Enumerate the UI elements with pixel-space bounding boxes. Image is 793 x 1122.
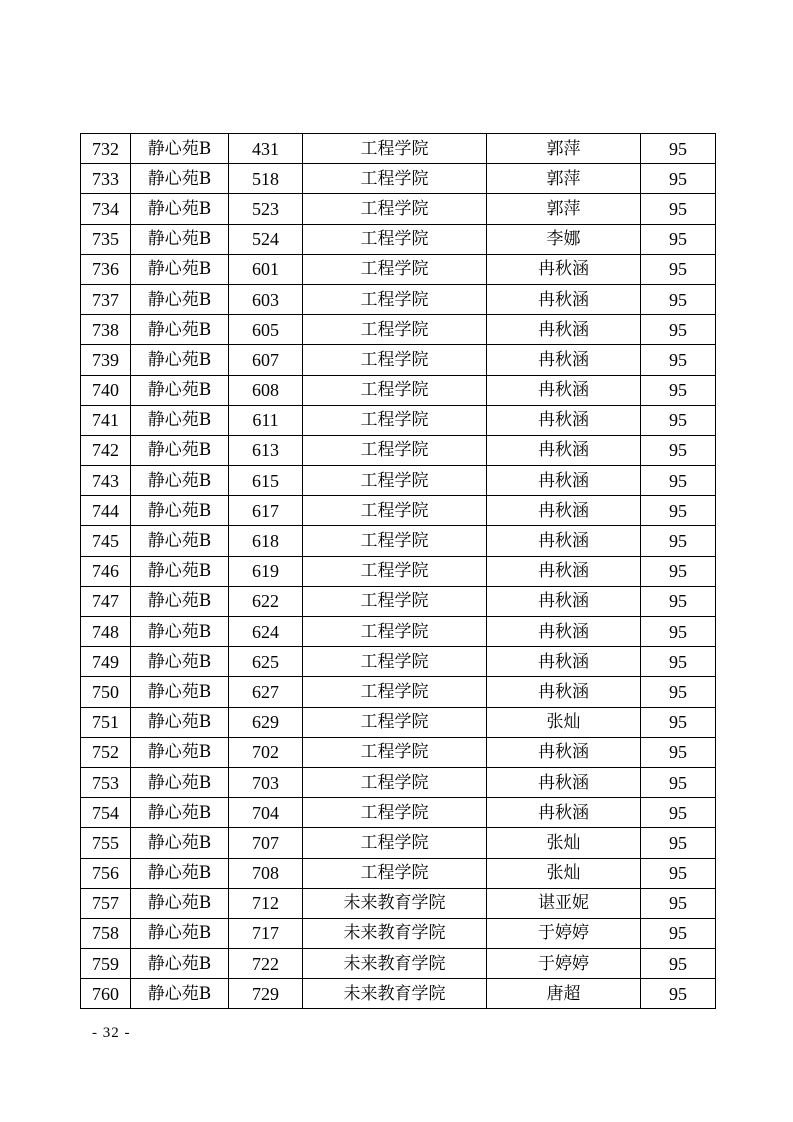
score-cell: 95 — [641, 164, 716, 194]
row-number-cell: 744 — [81, 496, 131, 526]
room-number-cell: 518 — [229, 164, 303, 194]
building-cell: 静心苑B — [131, 284, 229, 314]
building-cell: 静心苑B — [131, 254, 229, 284]
responsible-person-cell: 冉秋涵 — [487, 798, 641, 828]
table-row — [81, 496, 716, 526]
college-cell: 工程学院 — [303, 707, 487, 737]
college-cell: 工程学院 — [303, 345, 487, 375]
room-number-cell: 712 — [229, 888, 303, 918]
table-row — [81, 254, 716, 284]
dorm-inspection-table — [80, 133, 716, 1009]
room-number-cell: 722 — [229, 949, 303, 979]
responsible-person-cell: 郭萍 — [487, 134, 641, 164]
room-number-cell: 603 — [229, 284, 303, 314]
score-cell: 95 — [641, 224, 716, 254]
score-cell: 95 — [641, 767, 716, 797]
row-number-cell: 754 — [81, 798, 131, 828]
row-number-cell: 732 — [81, 134, 131, 164]
college-cell: 工程学院 — [303, 375, 487, 405]
responsible-person-cell: 冉秋涵 — [487, 647, 641, 677]
table-row — [81, 586, 716, 616]
score-cell: 95 — [641, 737, 716, 767]
building-cell: 静心苑B — [131, 435, 229, 465]
building-cell: 静心苑B — [131, 798, 229, 828]
score-cell: 95 — [641, 828, 716, 858]
building-cell: 静心苑B — [131, 134, 229, 164]
score-cell: 95 — [641, 677, 716, 707]
row-number-cell: 738 — [81, 315, 131, 345]
table-row — [81, 647, 716, 677]
room-number-cell: 431 — [229, 134, 303, 164]
row-number-cell: 741 — [81, 405, 131, 435]
room-number-cell: 627 — [229, 677, 303, 707]
score-cell: 95 — [641, 647, 716, 677]
responsible-person-cell: 冉秋涵 — [487, 466, 641, 496]
row-number-cell: 760 — [81, 979, 131, 1009]
room-number-cell: 617 — [229, 496, 303, 526]
row-number-cell: 735 — [81, 224, 131, 254]
college-cell: 工程学院 — [303, 647, 487, 677]
building-cell: 静心苑B — [131, 918, 229, 948]
responsible-person-cell: 冉秋涵 — [487, 375, 641, 405]
room-number-cell: 611 — [229, 405, 303, 435]
table-row — [81, 134, 716, 164]
responsible-person-cell: 冉秋涵 — [487, 767, 641, 797]
room-number-cell: 704 — [229, 798, 303, 828]
building-cell: 静心苑B — [131, 767, 229, 797]
building-cell: 静心苑B — [131, 617, 229, 647]
table-row — [81, 918, 716, 948]
building-cell: 静心苑B — [131, 556, 229, 586]
row-number-cell: 756 — [81, 858, 131, 888]
room-number-cell: 523 — [229, 194, 303, 224]
table-body — [81, 134, 716, 1009]
college-cell: 工程学院 — [303, 405, 487, 435]
responsible-person-cell: 冉秋涵 — [487, 405, 641, 435]
building-cell: 静心苑B — [131, 586, 229, 616]
building-cell: 静心苑B — [131, 647, 229, 677]
score-cell: 95 — [641, 949, 716, 979]
row-number-cell: 742 — [81, 435, 131, 465]
page-number: - 32 - — [92, 1025, 131, 1041]
row-number-cell: 740 — [81, 375, 131, 405]
table-row — [81, 315, 716, 345]
college-cell: 工程学院 — [303, 526, 487, 556]
responsible-person-cell: 张灿 — [487, 858, 641, 888]
room-number-cell: 618 — [229, 526, 303, 556]
responsible-person-cell: 冉秋涵 — [487, 586, 641, 616]
building-cell: 静心苑B — [131, 315, 229, 345]
room-number-cell: 601 — [229, 254, 303, 284]
building-cell: 静心苑B — [131, 345, 229, 375]
score-cell: 95 — [641, 496, 716, 526]
responsible-person-cell: 李娜 — [487, 224, 641, 254]
table-row — [81, 707, 716, 737]
responsible-person-cell: 冉秋涵 — [487, 556, 641, 586]
college-cell: 工程学院 — [303, 164, 487, 194]
score-cell: 95 — [641, 888, 716, 918]
table-row — [81, 224, 716, 254]
responsible-person-cell: 冉秋涵 — [487, 435, 641, 465]
responsible-person-cell: 冉秋涵 — [487, 496, 641, 526]
responsible-person-cell: 冉秋涵 — [487, 284, 641, 314]
score-cell: 95 — [641, 435, 716, 465]
score-cell: 95 — [641, 194, 716, 224]
college-cell: 工程学院 — [303, 496, 487, 526]
responsible-person-cell: 谌亚妮 — [487, 888, 641, 918]
building-cell: 静心苑B — [131, 375, 229, 405]
row-number-cell: 746 — [81, 556, 131, 586]
table-row — [81, 194, 716, 224]
table-row — [81, 677, 716, 707]
row-number-cell: 739 — [81, 345, 131, 375]
table-row — [81, 737, 716, 767]
row-number-cell: 743 — [81, 466, 131, 496]
responsible-person-cell: 冉秋涵 — [487, 345, 641, 375]
college-cell: 工程学院 — [303, 556, 487, 586]
building-cell: 静心苑B — [131, 949, 229, 979]
building-cell: 静心苑B — [131, 737, 229, 767]
room-number-cell: 629 — [229, 707, 303, 737]
score-cell: 95 — [641, 315, 716, 345]
score-cell: 95 — [641, 405, 716, 435]
table-row — [81, 888, 716, 918]
score-cell: 95 — [641, 466, 716, 496]
row-number-cell: 757 — [81, 888, 131, 918]
table-row — [81, 466, 716, 496]
table-row — [81, 858, 716, 888]
score-cell: 95 — [641, 526, 716, 556]
college-cell: 工程学院 — [303, 767, 487, 797]
score-cell: 95 — [641, 918, 716, 948]
table-row — [81, 767, 716, 797]
room-number-cell: 607 — [229, 345, 303, 375]
room-number-cell: 703 — [229, 767, 303, 797]
table-row — [81, 949, 716, 979]
row-number-cell: 752 — [81, 737, 131, 767]
college-cell: 工程学院 — [303, 828, 487, 858]
table-row — [81, 164, 716, 194]
responsible-person-cell: 张灿 — [487, 828, 641, 858]
room-number-cell: 613 — [229, 435, 303, 465]
responsible-person-cell: 冉秋涵 — [487, 315, 641, 345]
responsible-person-cell: 郭萍 — [487, 194, 641, 224]
row-number-cell: 753 — [81, 767, 131, 797]
college-cell: 工程学院 — [303, 284, 487, 314]
building-cell: 静心苑B — [131, 979, 229, 1009]
score-cell: 95 — [641, 556, 716, 586]
college-cell: 工程学院 — [303, 435, 487, 465]
score-cell: 95 — [641, 707, 716, 737]
college-cell: 未来教育学院 — [303, 979, 487, 1009]
college-cell: 工程学院 — [303, 617, 487, 647]
score-cell: 95 — [641, 254, 716, 284]
building-cell: 静心苑B — [131, 164, 229, 194]
building-cell: 静心苑B — [131, 677, 229, 707]
room-number-cell: 622 — [229, 586, 303, 616]
row-number-cell: 748 — [81, 617, 131, 647]
table-row — [81, 828, 716, 858]
building-cell: 静心苑B — [131, 224, 229, 254]
score-cell: 95 — [641, 284, 716, 314]
college-cell: 工程学院 — [303, 315, 487, 345]
score-cell: 95 — [641, 798, 716, 828]
room-number-cell: 605 — [229, 315, 303, 345]
room-number-cell: 707 — [229, 828, 303, 858]
score-cell: 95 — [641, 134, 716, 164]
responsible-person-cell: 冉秋涵 — [487, 617, 641, 647]
college-cell: 未来教育学院 — [303, 918, 487, 948]
score-cell: 95 — [641, 375, 716, 405]
college-cell: 工程学院 — [303, 798, 487, 828]
table-row — [81, 526, 716, 556]
table-row — [81, 405, 716, 435]
table-row — [81, 345, 716, 375]
responsible-person-cell: 冉秋涵 — [487, 737, 641, 767]
responsible-person-cell: 冉秋涵 — [487, 526, 641, 556]
room-number-cell: 624 — [229, 617, 303, 647]
score-cell: 95 — [641, 858, 716, 888]
row-number-cell: 751 — [81, 707, 131, 737]
row-number-cell: 750 — [81, 677, 131, 707]
college-cell: 工程学院 — [303, 194, 487, 224]
room-number-cell: 608 — [229, 375, 303, 405]
row-number-cell: 736 — [81, 254, 131, 284]
building-cell: 静心苑B — [131, 888, 229, 918]
score-cell: 95 — [641, 345, 716, 375]
room-number-cell: 717 — [229, 918, 303, 948]
table-row — [81, 375, 716, 405]
college-cell: 工程学院 — [303, 586, 487, 616]
college-cell: 工程学院 — [303, 466, 487, 496]
college-cell: 工程学院 — [303, 254, 487, 284]
building-cell: 静心苑B — [131, 194, 229, 224]
building-cell: 静心苑B — [131, 496, 229, 526]
college-cell: 工程学院 — [303, 858, 487, 888]
row-number-cell: 755 — [81, 828, 131, 858]
room-number-cell: 615 — [229, 466, 303, 496]
responsible-person-cell: 冉秋涵 — [487, 677, 641, 707]
row-number-cell: 745 — [81, 526, 131, 556]
row-number-cell: 733 — [81, 164, 131, 194]
responsible-person-cell: 于婷婷 — [487, 918, 641, 948]
room-number-cell: 702 — [229, 737, 303, 767]
college-cell: 工程学院 — [303, 677, 487, 707]
responsible-person-cell: 唐超 — [487, 979, 641, 1009]
table-row — [81, 435, 716, 465]
table-row — [81, 798, 716, 828]
table-row — [81, 979, 716, 1009]
building-cell: 静心苑B — [131, 828, 229, 858]
responsible-person-cell: 郭萍 — [487, 164, 641, 194]
building-cell: 静心苑B — [131, 405, 229, 435]
score-cell: 95 — [641, 617, 716, 647]
responsible-person-cell: 张灿 — [487, 707, 641, 737]
score-cell: 95 — [641, 979, 716, 1009]
room-number-cell: 729 — [229, 979, 303, 1009]
college-cell: 工程学院 — [303, 134, 487, 164]
row-number-cell: 758 — [81, 918, 131, 948]
score-cell: 95 — [641, 586, 716, 616]
college-cell: 工程学院 — [303, 224, 487, 254]
building-cell: 静心苑B — [131, 526, 229, 556]
table-row — [81, 284, 716, 314]
room-number-cell: 625 — [229, 647, 303, 677]
row-number-cell: 749 — [81, 647, 131, 677]
college-cell: 工程学院 — [303, 737, 487, 767]
row-number-cell: 747 — [81, 586, 131, 616]
building-cell: 静心苑B — [131, 466, 229, 496]
room-number-cell: 708 — [229, 858, 303, 888]
room-number-cell: 524 — [229, 224, 303, 254]
row-number-cell: 737 — [81, 284, 131, 314]
building-cell: 静心苑B — [131, 858, 229, 888]
responsible-person-cell: 于婷婷 — [487, 949, 641, 979]
building-cell: 静心苑B — [131, 707, 229, 737]
table-row — [81, 617, 716, 647]
row-number-cell: 734 — [81, 194, 131, 224]
college-cell: 未来教育学院 — [303, 888, 487, 918]
responsible-person-cell: 冉秋涵 — [487, 254, 641, 284]
row-number-cell: 759 — [81, 949, 131, 979]
room-number-cell: 619 — [229, 556, 303, 586]
table-row — [81, 556, 716, 586]
college-cell: 未来教育学院 — [303, 949, 487, 979]
